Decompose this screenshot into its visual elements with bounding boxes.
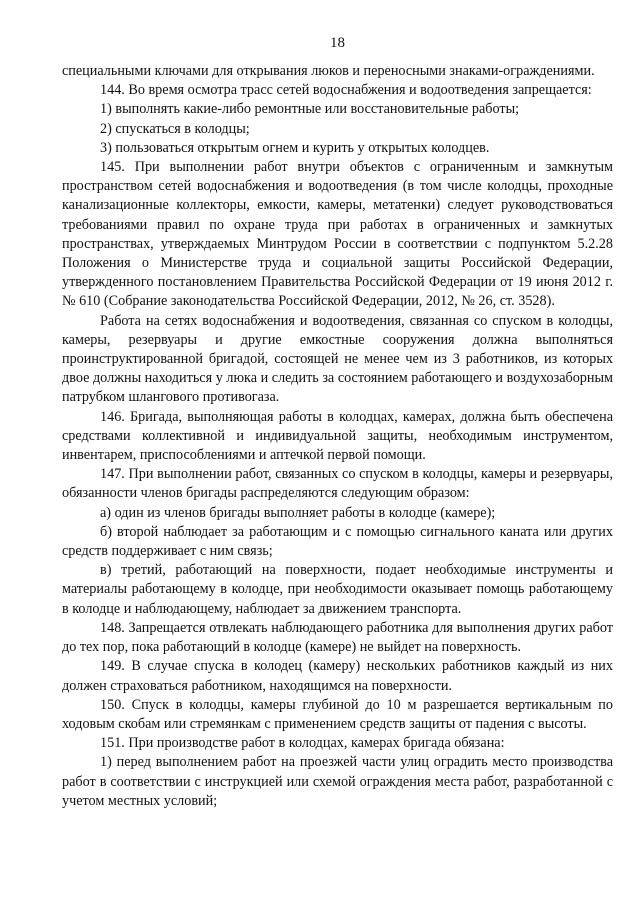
document-page (62, 34, 613, 811)
paragraph-150: 150. Спуск в колодцы, камеры глубиной до 10 м разрешается вертикальным по ходовым скобам или стремянкам с применением средств защиты от падения с высоты. (62, 696, 613, 732)
paragraph-continuation: специальными ключами для открывания люков и переносными знаками-ограждениями. (62, 63, 595, 79)
list-item-144-1: 1) выполнять какие-либо ремонтные или восстановительные работы; (100, 101, 520, 118)
paragraph-151: 151. При производстве работ в колодцах, камерах бригада обязана: (100, 735, 505, 752)
document-body (62, 62, 613, 811)
paragraph-146: 146. Бригада, выполняющая работы в колодцах, камерах, должна быть обеспечена средствами коллективной и индивидуальной защиты, необходимым инструментом, инвентарем, приспособлениями и аптечкой первой помощи. (62, 408, 613, 464)
list-item-144-3: 3) пользоваться открытым огнем и курить у открытых колодцев. (100, 139, 490, 156)
paragraph-144: 144. Во время осмотра трасс сетей водоснабжения и водоотведения запрещается: (100, 82, 592, 99)
paragraph-145: 145. При выполнении работ внутри объектов с ограниченным и замкнутым пространством сетей водоснабжения и водоотведения (в том числе колодцы, проходные канализационные коллекторы, емкости, камеры, метатенки) следует руководствоваться требованиями правил по охране труда при работах в ограниченных и замкнутых пространствах, утверждаемых Минтрудом России в соответствии с подпунктом 5.2.28 Положения о Министерстве труда и социальной защиты Российской Федерации, утвержденного постановлением Правительства Российской Федерации от 19 июня 2012 г. № 610 (Собрание законодательства Российской Федерации, 2012, № 26, ст. 3528). (62, 159, 613, 310)
paragraph-147: 147. При выполнении работ, связанных со спуском в колодцы, камеры и резервуары, обязанности членов бригады распределяются следующим образом: (62, 466, 613, 502)
paragraph-149: 149. В случае спуска в колодец (камеру) нескольких работников каждый из них должен страховаться работником, находящимся на поверхности. (62, 658, 613, 694)
paragraph-148: 148. Запрещается отвлекать наблюдающего работника для выполнения других работ до тех пор, пока работающий в колодце (камере) не выйдет на поверхность. (62, 619, 613, 656)
list-item-151-1: 1) перед выполнением работ на проезжей части улиц оградить место производства работ в соответствии с инструкцией или схемой ограждения места работ, разработанной с учетом местных условий; (62, 754, 613, 809)
list-item-147-c: в) третий, работающий на поверхности, подает необходимые инструменты и материалы работающему в колодце, при необходимости оказывает помощь работающему в колодце и наблюдающему, наблюдает за движением транспорта. (62, 562, 613, 617)
paragraph-145-crew: Работа на сетях водоснабжения и водоотведения, связанная со спуском в колодцы, камеры, резервуары и другие емкостные сооружения должна выполняться проинструктированной бригадой, состоящей не менее чем из 3 работников, из которых двое должны находиться у люка и следить за состоянием работающего и воздухозаборным патрубком шлангового противогаза. (62, 312, 613, 406)
page-number: 18 (330, 35, 345, 51)
list-item-147-b: б) второй наблюдает за работающим и с помощью сигнального каната или других средств поддерживает с ним связь; (62, 523, 613, 560)
list-item-144-2: 2) спускаться в колодцы; (100, 120, 250, 137)
list-item-147-a: а) один из членов бригады выполняет работы в колодце (камере); (100, 504, 496, 521)
